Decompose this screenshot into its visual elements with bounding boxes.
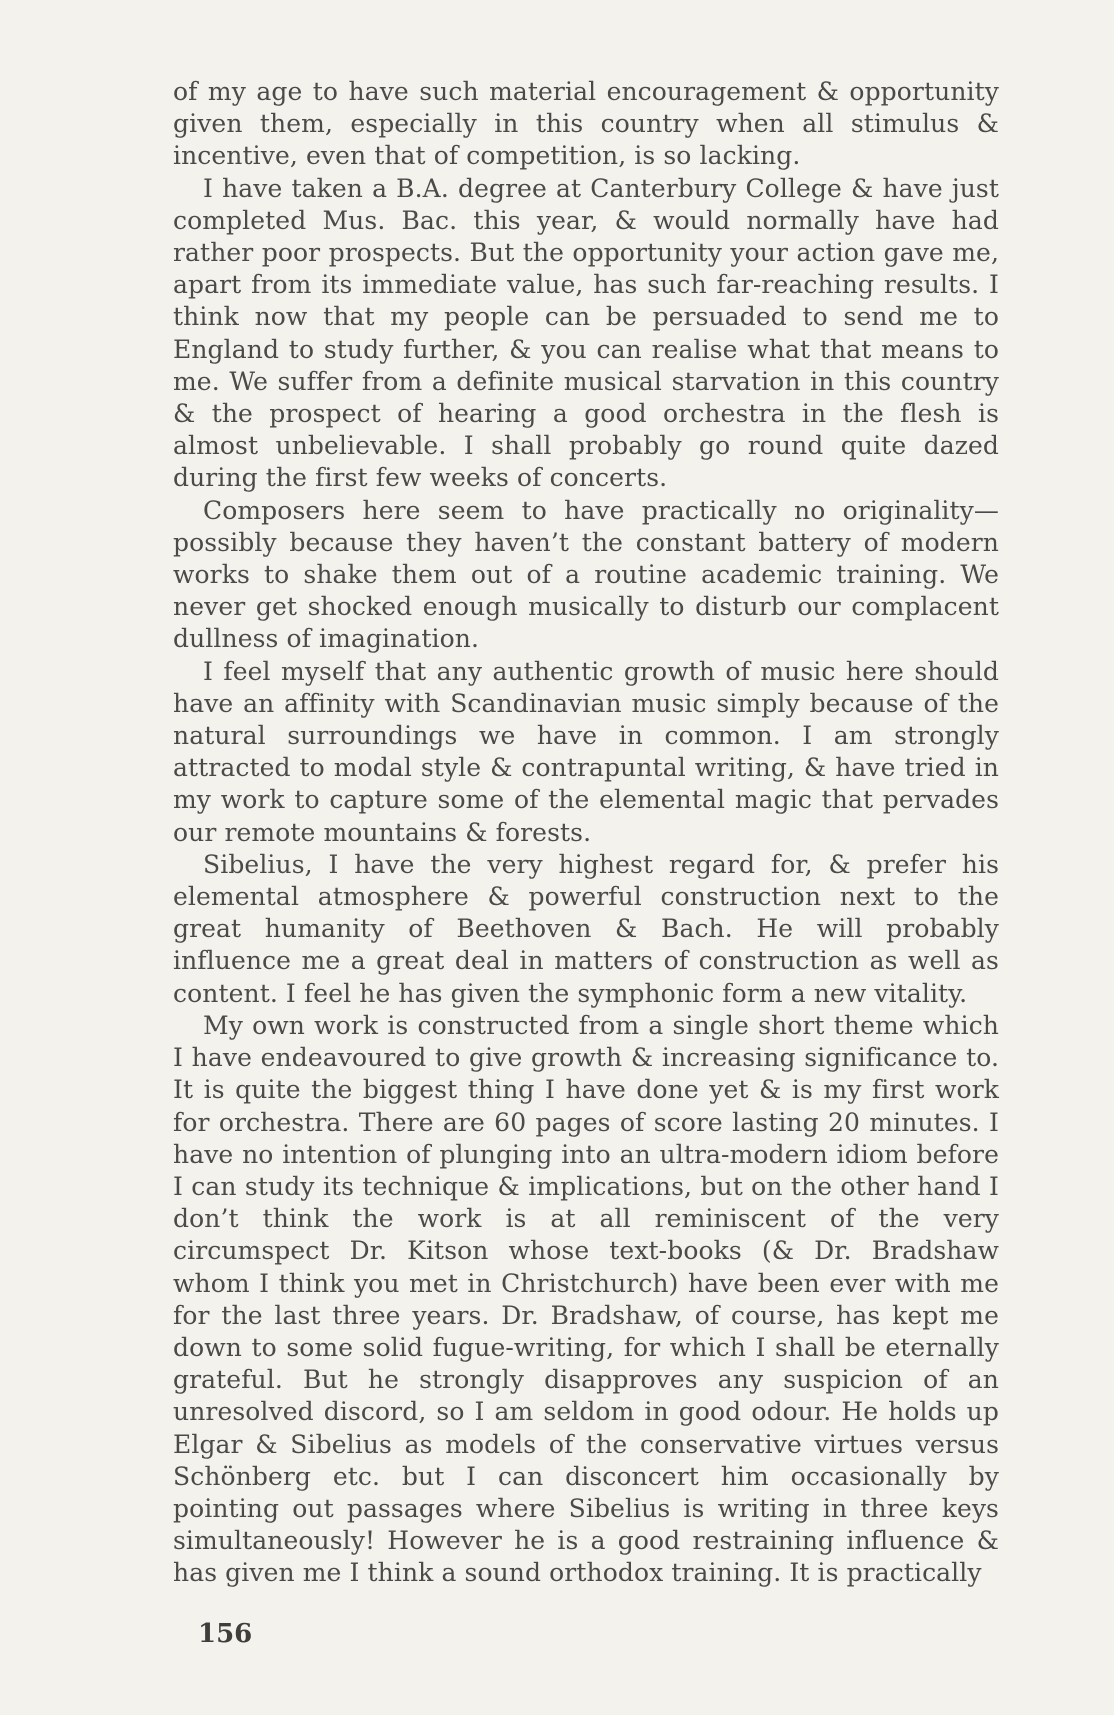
- paragraph-4: I feel myself that any authentic growth of music here should have an affinity with Scandinavian music simply because of the natural surroundings we have in common. I am strongly attracted to modal style & contrapuntal writing, & have tried in my work to capture some of the elemental magic that pervades our remote mountains & forests.: [173, 656, 999, 847]
- paragraph-6: My own work is constructed from a single short theme which I have endeavoured to give growth & increasing significance to. It is quite the biggest thing I have done yet & is my first work for orchestra. There are 60 pages of score lasting 20 minutes. I have no intention of plunging into an ultra-modern idiom before I can study its technique & implications, but on the other hand I don’t think the work is at all reminiscent of the very circumspect Dr. Kitson whose text-books (& Dr. Bradshaw whom I think you met in Christchurch) have been ever with me for the last three years. Dr. Bradshaw, of course, has kept me down to some solid fugue-writing, for which I shall be eternally grateful. But he strongly disapproves any suspicion of an unresolved discord, so I am seldom in good odour. He holds up Elgar & Sibelius as models of the conservative virtues versus Schönberg etc. but I can disconcert him occasionally by pointing out passages where Sibelius is writing in three keys simultaneously! However he is a good restraining influence & has given me I think a sound orthodox training. It is practically: [173, 1010, 999, 1588]
- paragraph-5: Sibelius, I have the very highest regard for, & prefer his elemental atmosphere & powerful construction next to the great humanity of Beethoven & Bach. He will probably influence me a great deal in matters of construction as well as content. I feel he has given the symphonic form a new vitality.: [173, 849, 999, 1008]
- paragraph-1: of my age to have such material encouragement & opportunity given them, especially in this country when all stimulus & incentive, even that of competition, is so lacking.: [173, 77, 999, 171]
- paragraph-2: I have taken a B.A. degree at Canterbury College & have just completed Mus. Bac. this year, & would normally have had rather poor prospects. But the opportunity your action gave me, apart from its immediate value, has such far-reaching results. I think now that my people can be persuaded to send me to England to study further, & you can realise what that means to me. We suffer from a definite musical starvation in this country & the prospect of hearing a good orchestra in the flesh is almost unbelievable. I shall probably go round quite dazed during the first few weeks of concerts.: [173, 173, 999, 493]
- body-text: [173, 76, 999, 1590]
- paragraph-3: Composers here seem to have practically no originality—possibly because they haven’t the constant battery of modern works to shake them out of a routine academic training. We never get shocked enough musically to disturb our complacent dullness of imagination.: [173, 495, 999, 654]
- page-number: 156: [198, 1619, 253, 1649]
